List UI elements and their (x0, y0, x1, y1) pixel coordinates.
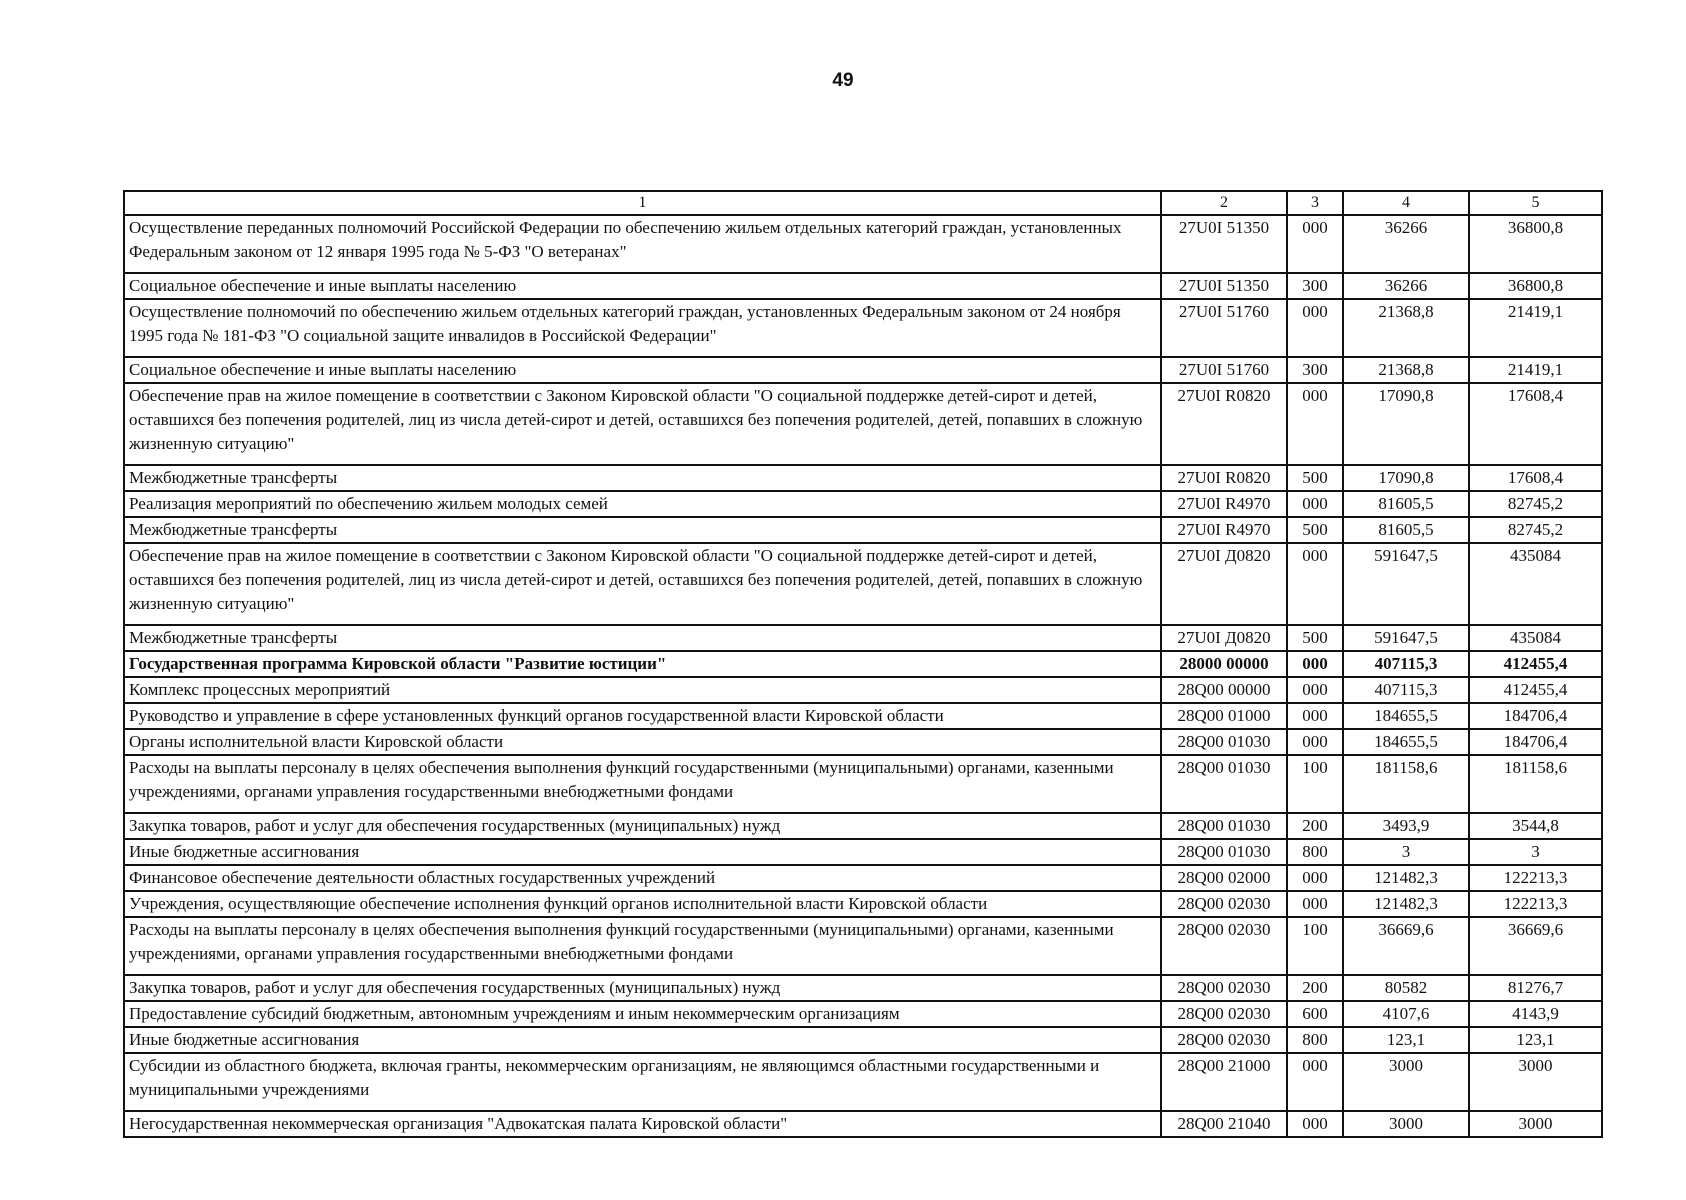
target-article-cell: 28000 00000 (1161, 651, 1287, 677)
table-body (124, 215, 1602, 1137)
item-name-cell: Финансовое обеспечение деятельности областных государственных учреждений (124, 865, 1161, 891)
expense-type-cell: 000 (1287, 729, 1343, 755)
item-name-cell: Социальное обеспечение и иные выплаты населению (124, 273, 1161, 299)
table-row (124, 729, 1602, 755)
amount-year2-cell: 184706,4 (1469, 729, 1602, 755)
expense-type-cell: 300 (1287, 273, 1343, 299)
amount-year2-cell: 435084 (1469, 543, 1602, 625)
amount-year1-cell: 121482,3 (1343, 865, 1469, 891)
target-article-cell: 28Q00 02030 (1161, 891, 1287, 917)
item-name-cell: Руководство и управление в сфере установленных функций органов государственной власти Кировской области (124, 703, 1161, 729)
item-name-cell: Социальное обеспечение и иные выплаты населению (124, 357, 1161, 383)
item-name-cell: Негосударственная некоммерческая организация "Адвокатская палата Кировской области" (124, 1111, 1161, 1137)
table-row (124, 1027, 1602, 1053)
item-name-cell: Осуществление переданных полномочий Российской Федерации по обеспечению жильем отдельных категорий граждан, установленных Федеральным законом от 12 января 1995 года № 5-ФЗ "О ветеранах" (124, 215, 1161, 273)
amount-year2-cell: 3000 (1469, 1053, 1602, 1111)
amount-year1-cell: 407115,3 (1343, 677, 1469, 703)
amount-year1-cell: 184655,5 (1343, 703, 1469, 729)
expense-type-cell: 200 (1287, 975, 1343, 1001)
item-name-cell: Межбюджетные трансферты (124, 625, 1161, 651)
expense-type-cell: 800 (1287, 1027, 1343, 1053)
amount-year1-cell: 3000 (1343, 1053, 1469, 1111)
expense-type-cell: 000 (1287, 677, 1343, 703)
column-header: 3 (1287, 191, 1343, 215)
amount-year1-cell: 81605,5 (1343, 491, 1469, 517)
amount-year2-cell: 435084 (1469, 625, 1602, 651)
amount-year1-cell: 17090,8 (1343, 383, 1469, 465)
amount-year1-cell: 121482,3 (1343, 891, 1469, 917)
amount-year1-cell: 36266 (1343, 273, 1469, 299)
amount-year1-cell: 123,1 (1343, 1027, 1469, 1053)
amount-year2-cell: 123,1 (1469, 1027, 1602, 1053)
item-name-cell: Межбюджетные трансферты (124, 465, 1161, 491)
amount-year2-cell: 81276,7 (1469, 975, 1602, 1001)
table-header-row (124, 191, 1602, 215)
item-name-cell: Реализация мероприятий по обеспечению жильем молодых семей (124, 491, 1161, 517)
amount-year2-cell: 36669,6 (1469, 917, 1602, 975)
expense-type-cell: 000 (1287, 491, 1343, 517)
item-name-cell: Органы исполнительной власти Кировской области (124, 729, 1161, 755)
expense-type-cell: 000 (1287, 543, 1343, 625)
table-row (124, 975, 1602, 1001)
table-row (124, 357, 1602, 383)
item-name-cell: Осуществление полномочий по обеспечению жильем отдельных категорий граждан, установленных Федеральным законом от 24 ноября 1995 года № 181-ФЗ "О социальной защите инвалидов в Российской Федерации" (124, 299, 1161, 357)
expense-type-cell: 500 (1287, 465, 1343, 491)
target-article-cell: 27U0I R4970 (1161, 491, 1287, 517)
item-name-cell: Расходы на выплаты персоналу в целях обеспечения выполнения функций государственными (муниципальными) органами, казенными учреждениями, органами управления государственными внебюджетными фондами (124, 755, 1161, 813)
column-header: 5 (1469, 191, 1602, 215)
amount-year1-cell: 17090,8 (1343, 465, 1469, 491)
table-row (124, 625, 1602, 651)
target-article-cell: 28Q00 02030 (1161, 975, 1287, 1001)
expense-type-cell: 000 (1287, 215, 1343, 273)
amount-year2-cell: 36800,8 (1469, 215, 1602, 273)
table-row (124, 465, 1602, 491)
amount-year1-cell: 3 (1343, 839, 1469, 865)
amount-year2-cell: 82745,2 (1469, 491, 1602, 517)
item-name-cell: Межбюджетные трансферты (124, 517, 1161, 543)
table-row (124, 865, 1602, 891)
expense-type-cell: 000 (1287, 865, 1343, 891)
target-article-cell: 27U0I 51350 (1161, 215, 1287, 273)
item-name-cell: Иные бюджетные ассигнования (124, 839, 1161, 865)
amount-year2-cell: 3544,8 (1469, 813, 1602, 839)
table-row (124, 1001, 1602, 1027)
amount-year1-cell: 591647,5 (1343, 543, 1469, 625)
amount-year2-cell: 36800,8 (1469, 273, 1602, 299)
table-row (124, 651, 1602, 677)
table-row (124, 215, 1602, 273)
target-article-cell: 28Q00 01030 (1161, 729, 1287, 755)
table-row (124, 891, 1602, 917)
item-name-cell: Государственная программа Кировской области "Развитие юстиции" (124, 651, 1161, 677)
column-header: 2 (1161, 191, 1287, 215)
table-row (124, 383, 1602, 465)
amount-year2-cell: 4143,9 (1469, 1001, 1602, 1027)
target-article-cell: 28Q00 21040 (1161, 1111, 1287, 1137)
budget-table (123, 190, 1603, 1138)
column-header: 1 (124, 191, 1161, 215)
table-row (124, 1111, 1602, 1137)
target-article-cell: 28Q00 01030 (1161, 839, 1287, 865)
item-name-cell: Закупка товаров, работ и услуг для обеспечения государственных (муниципальных) нужд (124, 975, 1161, 1001)
target-article-cell: 27U0I R4970 (1161, 517, 1287, 543)
table-row (124, 1053, 1602, 1111)
table-row (124, 677, 1602, 703)
item-name-cell: Предоставление субсидий бюджетным, автономным учреждениям и иным некоммерческим организациям (124, 1001, 1161, 1027)
amount-year2-cell: 17608,4 (1469, 465, 1602, 491)
target-article-cell: 27U0I Д0820 (1161, 625, 1287, 651)
amount-year1-cell: 184655,5 (1343, 729, 1469, 755)
expense-type-cell: 300 (1287, 357, 1343, 383)
amount-year1-cell: 591647,5 (1343, 625, 1469, 651)
amount-year2-cell: 122213,3 (1469, 891, 1602, 917)
item-name-cell: Обеспечение прав на жилое помещение в соответствии с Законом Кировской области "О социальной поддержке детей-сирот и детей, оставшихся без попечения родителей, лиц из числа детей-сирот и детей, оставшихся без попечения родителей, детей, попавших в сложную жизненную ситуацию" (124, 383, 1161, 465)
target-article-cell: 27U0I R0820 (1161, 465, 1287, 491)
table-row (124, 273, 1602, 299)
amount-year1-cell: 36266 (1343, 215, 1469, 273)
expense-type-cell: 000 (1287, 703, 1343, 729)
target-article-cell: 27U0I 51350 (1161, 273, 1287, 299)
item-name-cell: Субсидии из областного бюджета, включая гранты, некоммерческим организациям, не являющимся областными государственными и муниципальными учреждениями (124, 1053, 1161, 1111)
amount-year2-cell: 412455,4 (1469, 677, 1602, 703)
amount-year2-cell: 184706,4 (1469, 703, 1602, 729)
table-row (124, 543, 1602, 625)
table-row (124, 839, 1602, 865)
table-row (124, 299, 1602, 357)
amount-year2-cell: 3 (1469, 839, 1602, 865)
expense-type-cell: 100 (1287, 755, 1343, 813)
target-article-cell: 28Q00 01030 (1161, 755, 1287, 813)
amount-year1-cell: 36669,6 (1343, 917, 1469, 975)
amount-year1-cell: 4107,6 (1343, 1001, 1469, 1027)
amount-year2-cell: 17608,4 (1469, 383, 1602, 465)
expense-type-cell: 500 (1287, 625, 1343, 651)
target-article-cell: 27U0I Д0820 (1161, 543, 1287, 625)
amount-year2-cell: 21419,1 (1469, 299, 1602, 357)
target-article-cell: 28Q00 01030 (1161, 813, 1287, 839)
amount-year1-cell: 21368,8 (1343, 357, 1469, 383)
amount-year2-cell: 122213,3 (1469, 865, 1602, 891)
amount-year2-cell: 181158,6 (1469, 755, 1602, 813)
amount-year2-cell: 21419,1 (1469, 357, 1602, 383)
amount-year2-cell: 3000 (1469, 1111, 1602, 1137)
amount-year1-cell: 407115,3 (1343, 651, 1469, 677)
target-article-cell: 28Q00 02030 (1161, 917, 1287, 975)
expense-type-cell: 200 (1287, 813, 1343, 839)
target-article-cell: 28Q00 00000 (1161, 677, 1287, 703)
expense-type-cell: 800 (1287, 839, 1343, 865)
item-name-cell: Учреждения, осуществляющие обеспечение исполнения функций органов исполнительной власти Кировской области (124, 891, 1161, 917)
target-article-cell: 27U0I 51760 (1161, 357, 1287, 383)
target-article-cell: 27U0I R0820 (1161, 383, 1287, 465)
target-article-cell: 28Q00 02000 (1161, 865, 1287, 891)
expense-type-cell: 000 (1287, 1111, 1343, 1137)
target-article-cell: 28Q00 01000 (1161, 703, 1287, 729)
expense-type-cell: 000 (1287, 651, 1343, 677)
amount-year1-cell: 181158,6 (1343, 755, 1469, 813)
page-number: 49 (832, 70, 854, 91)
item-name-cell: Расходы на выплаты персоналу в целях обеспечения выполнения функций государственными (муниципальными) органами, казенными учреждениями, органами управления государственными внебюджетными фондами (124, 917, 1161, 975)
amount-year2-cell: 82745,2 (1469, 517, 1602, 543)
amount-year1-cell: 3493,9 (1343, 813, 1469, 839)
expense-type-cell: 100 (1287, 917, 1343, 975)
target-article-cell: 28Q00 02030 (1161, 1027, 1287, 1053)
table-row (124, 917, 1602, 975)
item-name-cell: Комплекс процессных мероприятий (124, 677, 1161, 703)
table-row (124, 755, 1602, 813)
expense-type-cell: 600 (1287, 1001, 1343, 1027)
expense-type-cell: 500 (1287, 517, 1343, 543)
item-name-cell: Закупка товаров, работ и услуг для обеспечения государственных (муниципальных) нужд (124, 813, 1161, 839)
expense-type-cell: 000 (1287, 1053, 1343, 1111)
amount-year1-cell: 3000 (1343, 1111, 1469, 1137)
item-name-cell: Иные бюджетные ассигнования (124, 1027, 1161, 1053)
target-article-cell: 27U0I 51760 (1161, 299, 1287, 357)
amount-year2-cell: 412455,4 (1469, 651, 1602, 677)
table-row (124, 813, 1602, 839)
target-article-cell: 28Q00 21000 (1161, 1053, 1287, 1111)
amount-year1-cell: 81605,5 (1343, 517, 1469, 543)
item-name-cell: Обеспечение прав на жилое помещение в соответствии с Законом Кировской области "О социальной поддержке детей-сирот и детей, оставшихся без попечения родителей, лиц из числа детей-сирот и детей, оставшихся без попечения родителей, детей, попавших в сложную жизненную ситуацию" (124, 543, 1161, 625)
column-header: 4 (1343, 191, 1469, 215)
target-article-cell: 28Q00 02030 (1161, 1001, 1287, 1027)
expense-type-cell: 000 (1287, 383, 1343, 465)
amount-year1-cell: 21368,8 (1343, 299, 1469, 357)
table-row (124, 517, 1602, 543)
table-row (124, 703, 1602, 729)
expense-type-cell: 000 (1287, 891, 1343, 917)
table-row (124, 491, 1602, 517)
expense-type-cell: 000 (1287, 299, 1343, 357)
amount-year1-cell: 80582 (1343, 975, 1469, 1001)
